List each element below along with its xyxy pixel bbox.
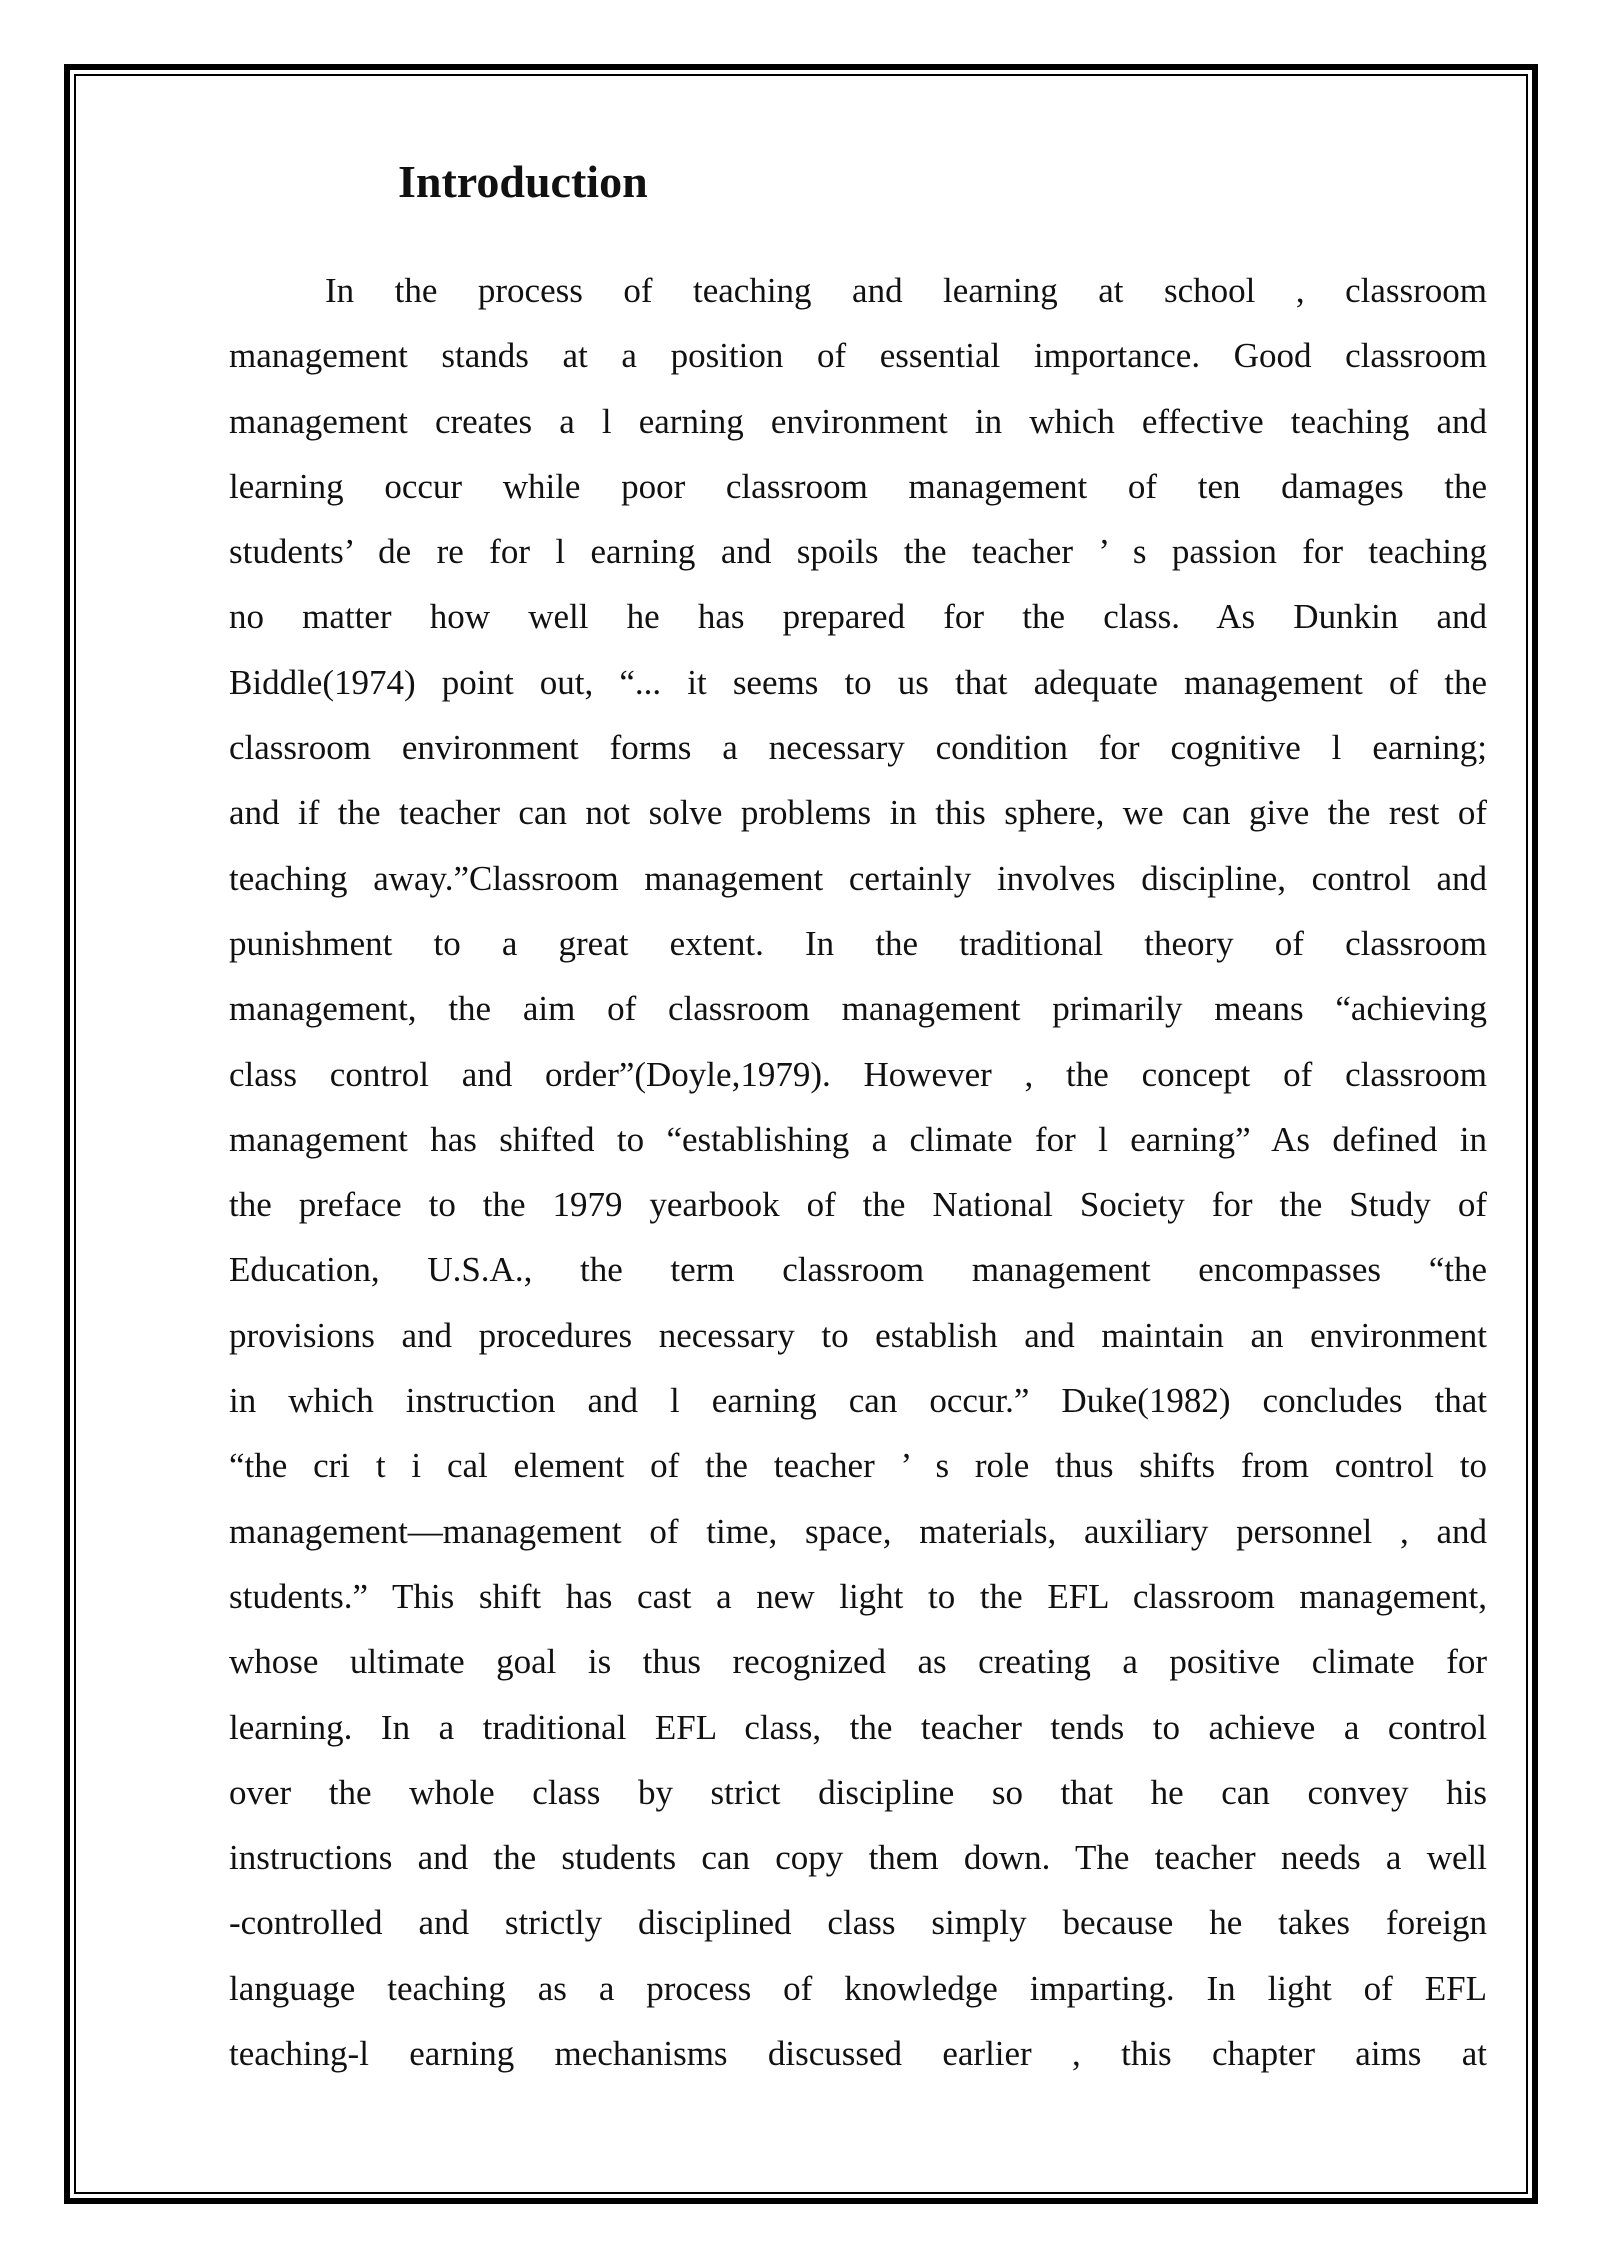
section-heading: Introduction	[398, 156, 648, 207]
text-line: classroom environment forms a necessary condition for cognitive l earning;	[229, 728, 1487, 768]
text-line: management creates a l earning environment in which effective teaching and	[229, 401, 1487, 441]
text-line: whose ultimate goal is thus recognized as creating a positive climate for	[229, 1642, 1487, 1682]
text-line: management—management of time, space, materials, auxiliary personnel , and	[229, 1511, 1487, 1551]
text-line: instructions and the students can copy them down. The teacher needs a well	[229, 1838, 1487, 1878]
text-line: in which instruction and l earning can occur.” Duke(1982) concludes that	[229, 1381, 1487, 1421]
text-line: language teaching as a process of knowledge imparting. In light of EFL	[229, 1968, 1487, 2008]
body-paragraph	[229, 258, 1487, 2086]
text-line: management stands at a position of essential importance. Good classroom	[229, 336, 1487, 376]
text-line: teaching away.”Classroom management certainly involves discipline, control and	[229, 858, 1487, 898]
text-line: no matter how well he has prepared for the class. As Dunkin and	[229, 597, 1487, 637]
text-line: learning. In a traditional EFL class, the teacher tends to achieve a control	[229, 1707, 1487, 1747]
text-line: learning occur while poor classroom management of ten damages the	[229, 466, 1487, 506]
text-line: students’ de re for l earning and spoils the teacher ’ s passion for teaching	[229, 532, 1487, 572]
text-line: Biddle(1974) point out, “... it seems to us that adequate management of the	[229, 662, 1487, 702]
text-line: punishment to a great extent. In the traditional theory of classroom	[229, 923, 1487, 963]
text-line: and if the teacher can not solve problems in this sphere, we can give the rest of	[229, 793, 1487, 833]
text-line: over the whole class by strict discipline so that he can convey his	[229, 1772, 1487, 1812]
text-line: “the cri t i cal element of the teacher ’ s role thus shifts from control to	[229, 1446, 1487, 1486]
text-line: provisions and procedures necessary to establish and maintain an environment	[229, 1315, 1487, 1355]
text-line: teaching-l earning mechanisms discussed earlier , this chapter aims at	[229, 2034, 1487, 2074]
text-line: Education, U.S.A., the term classroom management encompasses “the	[229, 1250, 1487, 1290]
text-line: management, the aim of classroom management primarily means “achieving	[229, 989, 1487, 1029]
text-line: management has shifted to “establishing a climate for l earning” As defined in	[229, 1119, 1487, 1159]
text-line: In the process of teaching and learning at school , classroom	[325, 271, 1487, 310]
text-line: class control and order”(Doyle,1979). However , the concept of classroom	[229, 1054, 1487, 1094]
text-line: -controlled and strictly disciplined class simply because he takes foreign	[229, 1903, 1487, 1943]
text-line: students.” This shift has cast a new light to the EFL classroom management,	[229, 1576, 1487, 1616]
text-line: the preface to the 1979 yearbook of the National Society for the Study of	[229, 1185, 1487, 1225]
